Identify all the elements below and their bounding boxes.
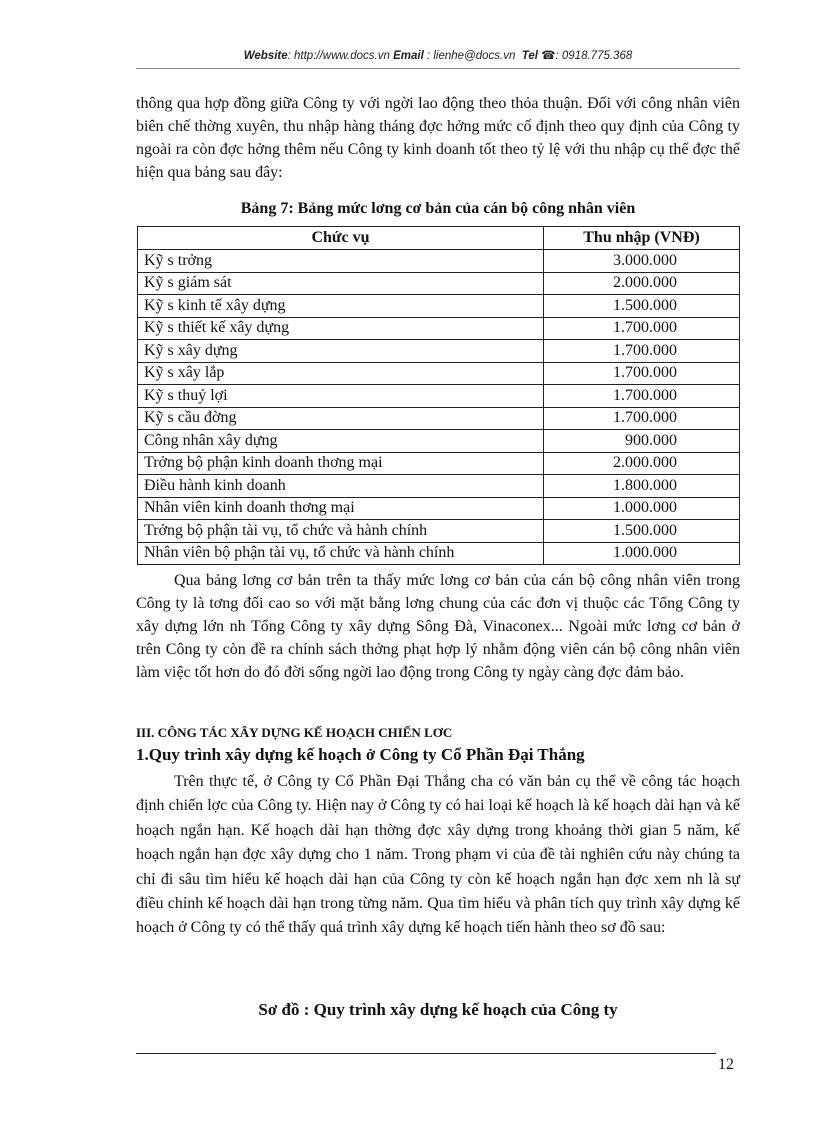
income-cell: 1.800.000 (544, 475, 740, 498)
income-cell: 1.700.000 (544, 317, 740, 340)
salary-table-body (138, 250, 740, 565)
table-row (138, 272, 740, 295)
after-table-paragraph: Qua bảng lơng cơ bản trên ta thấy mức lơng cơ bản của cán bộ công nhân viên trong Công ty là tơng đối cao so với mặt bằng lơng chung của các đơn vị thuộc các Tổng Công ty xây dựng lớn nh Tổng Công ty xây dựng Sông Đà, Vinaconex... Ngoài mức lơng cơ bản ở trên Công ty còn đề ra chính sách thởng phạt hợp lý nhằm động viên cán bộ công nhân viên làm việc tốt hơn do đó đời sống ngời lao động trong Công ty ngày càng đợc đảm bảo. (136, 572, 740, 681)
table-row (138, 475, 740, 498)
table-row (138, 430, 740, 453)
income-cell: 1.500.000 (544, 295, 740, 318)
income-cell: 1.000.000 (544, 542, 740, 565)
table-row (138, 295, 740, 318)
position-cell: Điều hành kinh doanh (138, 475, 544, 498)
table-caption: Bảng 7: Bảng mức lơng cơ bản của cán bộ công nhân viên (240, 200, 636, 217)
email-label: Email (393, 50, 424, 62)
table-row (138, 250, 740, 273)
salary-table (137, 226, 740, 565)
position-cell: Kỹ s xây lắp (138, 362, 544, 385)
table-row (138, 520, 740, 543)
table-row (138, 362, 740, 385)
income-cell: 2.000.000 (544, 452, 740, 475)
income-cell: 1.500.000 (544, 520, 740, 543)
subsection-heading: 1.Quy trình xây dựng kế hoạch ở Công ty Cổ Phần Đại Thắng (136, 745, 585, 764)
table-row (138, 407, 740, 430)
phone-icon: ☎ (541, 50, 556, 62)
column-header-position: Chức vụ (138, 227, 544, 250)
table-row (138, 542, 740, 565)
income-cell: 3.000.000 (544, 250, 740, 273)
position-cell: Công nhân xây dựng (138, 430, 544, 453)
section-heading: III. CÔNG TÁC XÂY DỰNG KẾ HOẠCH CHIẾN LƠC (136, 725, 453, 740)
table-row (138, 317, 740, 340)
position-cell: Nhân viên bộ phận tài vụ, tổ chức và hành chính (138, 542, 544, 565)
footer-rule (136, 1053, 716, 1054)
body-paragraph: Trên thực tế, ở Công ty Cổ Phần Đại Thắng cha có văn bản cụ thể về công tác hoạch định chiến lợc của Công ty. Hiện nay ở Công ty có hai loại kế hoạch là kế hoạch dài hạn và kế hoạch ngắn hạn. Kế hoạch dài hạn thờng đợc xây dựng trong khoảng thời gian 5 năm, kế hoạch ngắn hạn đợc xây dựng cho 1 năm. Trong phạm vi của đề tài nghiên cứu này chúng ta chỉ đi sâu tìm hiểu kế hoạch dài hạn của Công ty còn kế hoạch ngắn hạn đợc xem nh là sự điều chỉnh kế hoạch dài hạn trong từng năm. Qua tìm hiểu và phân tích quy trình xây dựng kế hoạch ở Công ty có thể thấy quá trình xây dựng kế hoạch tiến hành theo sơ đồ sau: (136, 773, 740, 937)
email-address: : lienhe@docs.vn (423, 50, 516, 62)
website-url: : http://www.docs.vn (287, 50, 390, 62)
income-cell: 1.700.000 (544, 407, 740, 430)
table-row (138, 452, 740, 475)
position-cell: Kỹ s trởng (138, 250, 544, 273)
position-cell: Nhân viên kinh doanh thơng mại (138, 497, 544, 520)
table-header-row (138, 227, 740, 250)
income-cell: 2.000.000 (544, 272, 740, 295)
position-cell: Kỹ s kinh tế xây dựng (138, 295, 544, 318)
header-rule (136, 68, 740, 69)
intro-paragraph: thông qua hợp đồng giữa Công ty với ngời lao động theo thỏa thuận. Đối với công nhân viên biên chế thờng xuyên, thu nhập hàng tháng đợc hởng mức cố định theo quy định của Công ty ngoài ra còn đợc hởng thêm nếu Công ty kinh doanh tốt theo tỷ lệ với thu nhập cụ thể đợc thể hiện qua bảng sau đây: (136, 95, 740, 181)
income-cell: 1.700.000 (544, 340, 740, 363)
tel-label: Tel (521, 50, 538, 62)
page-number: 12 (718, 1056, 734, 1073)
table-row (138, 340, 740, 363)
income-cell: 1.700.000 (544, 362, 740, 385)
position-cell: Kỹ s giám sát (138, 272, 544, 295)
income-cell: 1.000.000 (544, 497, 740, 520)
position-cell: Trởng bộ phận tài vụ, tổ chức và hành chính (138, 520, 544, 543)
diagram-caption: Sơ đồ : Quy trình xây dựng kế hoạch của Công ty (258, 1000, 618, 1019)
income-cell: 1.700.000 (544, 385, 740, 408)
position-cell: Kỹ s thiết kế xây dựng (138, 317, 544, 340)
website-label: Website (243, 50, 288, 62)
table-row (138, 385, 740, 408)
position-cell: Trởng bộ phận kinh doanh thơng mại (138, 452, 544, 475)
position-cell: Kỹ s xây dựng (138, 340, 544, 363)
income-cell: 900.000 (544, 430, 740, 453)
column-header-income: Thu nhập (VNĐ) (544, 227, 740, 250)
page-header (136, 48, 740, 66)
position-cell: Kỹ s cầu đờng (138, 407, 544, 430)
position-cell: Kỹ s thuỷ lợi (138, 385, 544, 408)
tel-number: : 0918.775.368 (555, 50, 633, 62)
table-row (138, 497, 740, 520)
